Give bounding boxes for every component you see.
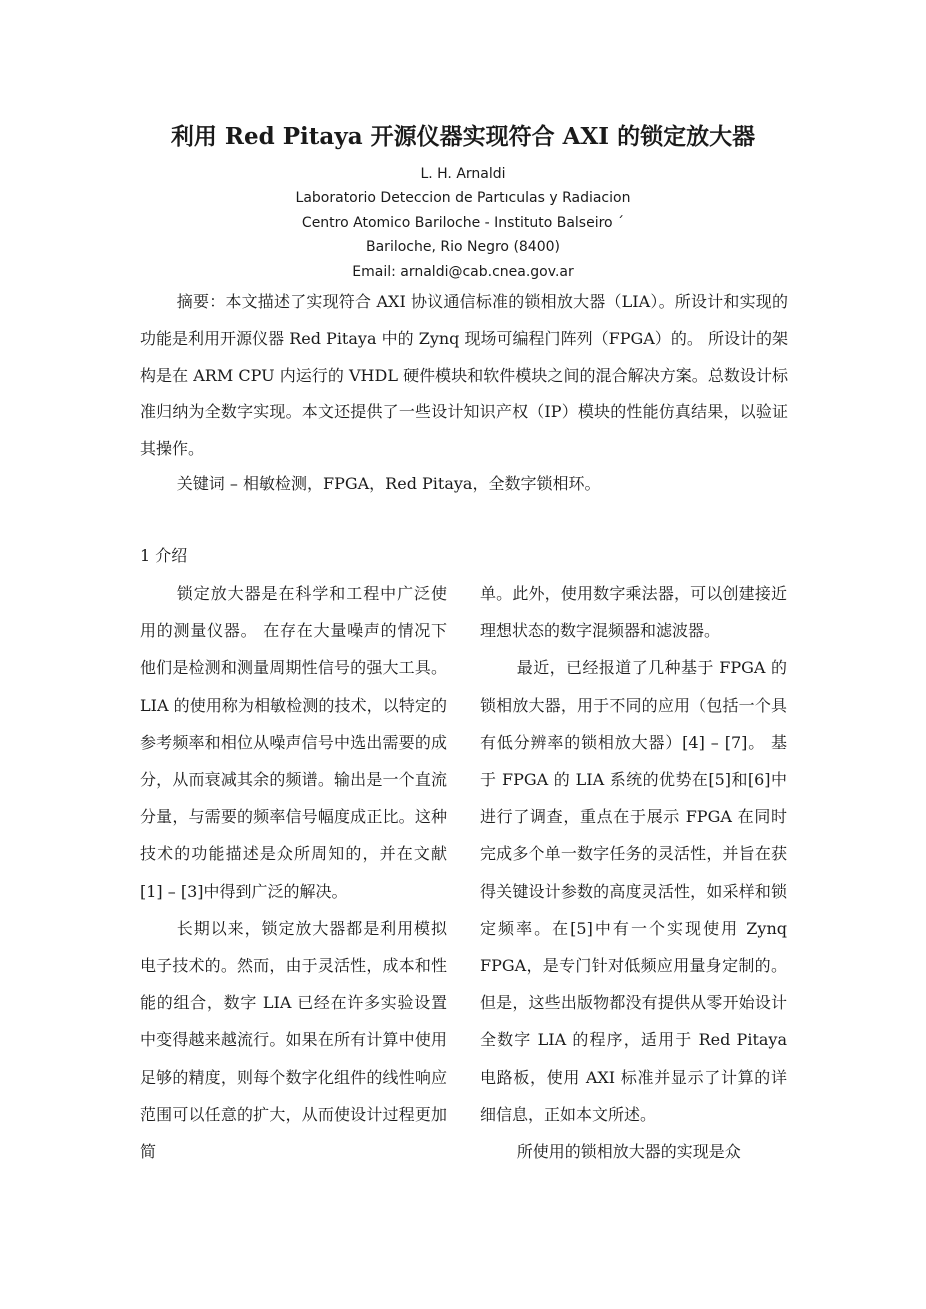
paper-title: 利用 Red Pitaya 开源仪器实现符合 AXI 的锁定放大器 xyxy=(170,123,756,150)
section-heading: 1 介绍 xyxy=(140,546,188,565)
left-column xyxy=(140,575,447,1170)
body-paragraph: 最近，已经报道了几种基于 FPGA 的锁相放大器，用于不同的应用（包括一个具有低分辨率的锁相放大器）[4] – [7]。 基于 FPGA 的 LIA 系统的优势在[5]和[6]中进行了调查，重点在于展示 FPGA 在同时完成多个单一数字任务的灵活性，并旨在获得关键设计参数的高度灵活性，如采样和锁定频率。在[5]中有一个实现使用 Zynq FPGA，是专门针对低频应用量身定制的。但是，这些出版物都没有提供从零开始设计全数字 LIA 的程序，适用于 Red Pitaya 电路板，使用 AXI 标准并显示了计算的详细信息，正如本文所述。 xyxy=(480,658,787,1124)
abstract-text: 摘要：本文描述了实现符合 AXI 协议通信标准的锁相放大器（LIA）。所设计和实现的功能是利用开源仪器 Red Pitaya 中的 Zynq 现场可编程门阵列（FPGA）的。 所设计的架构是在 ARM CPU 内运行的 VHDL 硬件模块和软件模块之间的混合解决方案。总数设计标准归纳为全数字实现。本文还提供了一些设计知识产权（IP）模块的性能仿真结果，以验证其操作。 xyxy=(140,292,788,459)
affiliation-line: Bariloche, Rio Negro (8400) xyxy=(366,239,560,256)
body-paragraph-continuation: 单。此外，使用数字乘法器，可以创建接近理想状态的数字混频器和滤波器。 xyxy=(480,584,787,641)
author-email: Email: arnaldi@cab.cnea.gov.ar xyxy=(352,263,574,280)
body-paragraph: 长期以来，锁定放大器都是利用模拟电子技术的。然而，由于灵活性，成本和性能的组合，数字 LIA 已经在许多实验设置中变得越来越流行。如果在所有计算中使用足够的精度，则每个数字化组件的线性响应范围可以任意的扩大，从而使设计过程更加简 xyxy=(140,918,447,1162)
affiliation-line: Laboratorio Deteccion de Partıculas y Radiacion xyxy=(295,190,631,207)
author-name: L. H. Arnaldi xyxy=(420,166,506,182)
keywords: 关键词 – 相敏检测，FPGA，Red Pitaya，全数字锁相环。 xyxy=(176,474,601,493)
abstract xyxy=(140,284,788,468)
body-paragraph: 所使用的锁相放大器的实现是众 xyxy=(516,1142,741,1162)
author-block xyxy=(0,162,926,284)
right-column xyxy=(480,575,787,1170)
body-paragraph: 锁定放大器是在科学和工程中广泛使用的测量仪器。 在存在大量噪声的情况下他们是检测和测量周期性信号的强大工具。LIA 的使用称为相敏检测的技术，以特定的参考频率和相位从噪声信号中选出需要的成分，从而衰减其余的频谱。输出是一个直流分量，与需要的频率信号幅度成正比。这种技术的功能描述是众所周知的，并在文献[1] – [3]中得到广泛的解决。 xyxy=(140,584,447,901)
affiliation-line: Centro Atomico Bariloche - Instituto Balseiro ´ xyxy=(301,214,625,231)
